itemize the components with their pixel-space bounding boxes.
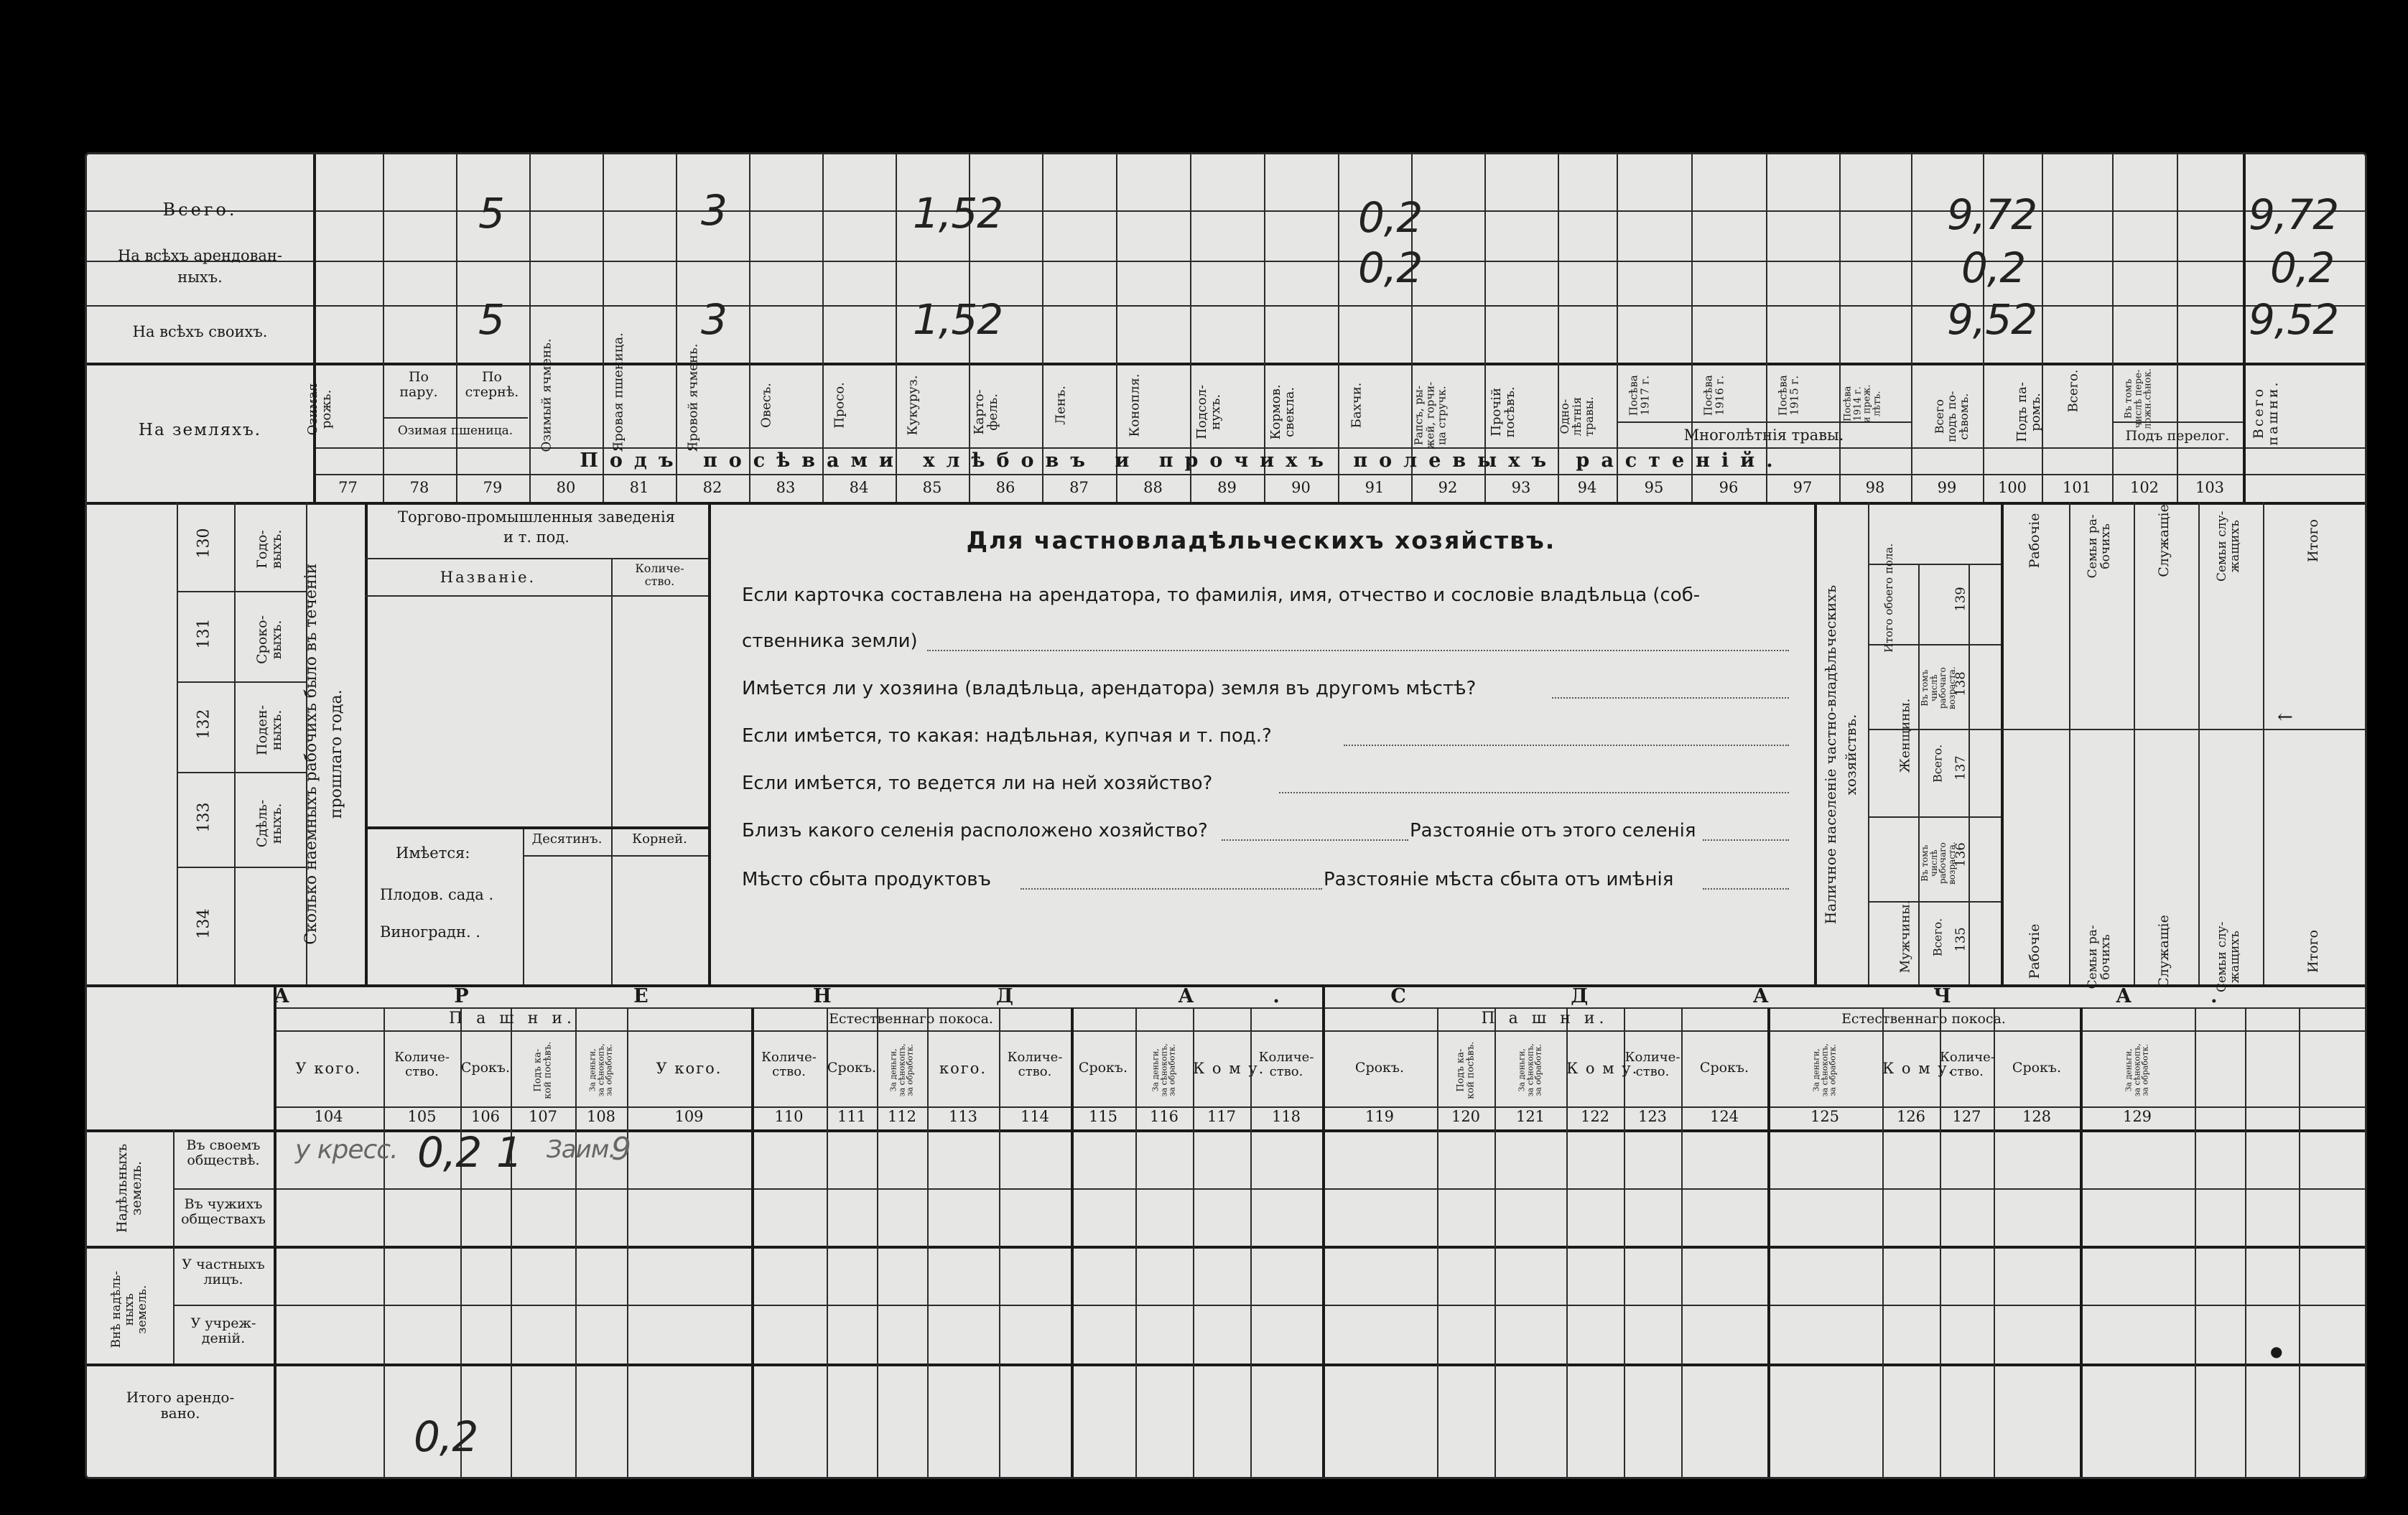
census-card <box>85 152 2367 1479</box>
answer-line[interactable] <box>1222 839 1408 841</box>
col-number: 106 <box>470 1108 501 1125</box>
col-line <box>2195 1007 2196 1477</box>
col-number: 86 <box>995 479 1015 496</box>
col-header-komu: К о м у. <box>1882 1060 1955 1077</box>
col-number: 128 <box>2022 1108 2052 1125</box>
col-header-kolvo: Количе- ство. <box>1007 1050 1063 1079</box>
row-line <box>523 855 708 857</box>
col-header-srok: Срокъ. <box>1354 1060 1405 1076</box>
hw-arenda-den: 9 <box>611 1131 631 1167</box>
col-number: 91 <box>1365 479 1385 496</box>
col-number: 85 <box>922 479 942 496</box>
row-line <box>177 772 306 773</box>
col-number: 82 <box>702 479 722 496</box>
private-q4: Если имѣется, то ведется ли на ней хозяйство? <box>742 773 1213 794</box>
hw-svoi-99: 9,52 <box>1947 295 2037 344</box>
col-number: 92 <box>1438 479 1458 496</box>
row-line <box>365 595 708 597</box>
col-line <box>575 1007 577 1477</box>
col-line <box>1193 1007 1194 1477</box>
col-line <box>1135 1007 1137 1477</box>
col-line <box>1494 1007 1496 1477</box>
pencil-mark: ← <box>2277 707 2293 728</box>
col-133-label: Сдѣль- ныхъ. <box>254 799 284 848</box>
col-number: 118 <box>1271 1108 1301 1125</box>
col-134: 134 <box>195 908 213 939</box>
crop-header-96: Посѣва 1916 г. <box>1701 375 1726 416</box>
hw-svoi-79: 5 <box>478 295 504 344</box>
col-line <box>611 558 613 984</box>
col-line <box>2001 502 2004 984</box>
crop-header-perelog: Подъ перелог. <box>2125 428 2230 444</box>
crop-header-77: Озимая рожь. <box>305 383 334 436</box>
col-number: 81 <box>629 479 649 496</box>
pop-itogo: Итого <box>2305 519 2322 562</box>
row-line <box>173 1305 2365 1306</box>
col-number: 105 <box>407 1108 437 1125</box>
hw-arenda-kolvo: 0,2 <box>417 1128 482 1177</box>
col-number: 94 <box>1577 479 1597 496</box>
col-number: 77 <box>338 479 358 496</box>
private-title: Для частновладѣльческихъ хозяйствъ. <box>966 526 1556 554</box>
private-q5b: Разстояніе отъ этого селенія <box>1410 820 1696 842</box>
col-131: 131 <box>195 618 213 649</box>
torg-title-2: и т. под. <box>503 528 570 546</box>
crop-header-98: Посѣва 1914 г. и преж. лѣтъ. <box>1842 384 1883 424</box>
col-number: 95 <box>1644 479 1664 496</box>
row-itogo-arendovano: Итого арендо- вано. <box>126 1389 235 1422</box>
col-number: 88 <box>1143 479 1163 496</box>
col-line <box>1968 564 1970 984</box>
pop-sluzhashchie-b: Служащіе <box>2156 915 2172 988</box>
row-label-arend-2: ныхъ. <box>177 269 223 286</box>
col-number: 79 <box>483 479 503 496</box>
hw-vsego-91: 0,2 <box>1358 193 1423 242</box>
col-line <box>2198 502 2200 984</box>
col-number: 113 <box>948 1108 978 1125</box>
arenda-title: А Р Е Н Д А. <box>274 985 1359 1007</box>
col-line <box>234 502 236 984</box>
col-number: 103 <box>2195 479 2225 496</box>
crop-header-ozim-pshen: Озимая пшеница. <box>397 424 513 438</box>
col-header-srok: Срокъ. <box>827 1060 877 1076</box>
answer-line[interactable] <box>1021 888 1322 890</box>
vne-nadelnyh: Внѣ надѣль- ныхъ земель. <box>109 1271 149 1348</box>
col-line <box>1868 502 1869 984</box>
col-130: 130 <box>195 528 213 559</box>
col-number: 121 <box>1515 1108 1545 1125</box>
row-line <box>365 826 708 829</box>
col-line <box>1767 1007 1770 1477</box>
col-number: 120 <box>1451 1108 1481 1125</box>
col-line <box>1882 1007 1884 1477</box>
col-number: 83 <box>776 479 796 496</box>
row-line <box>177 867 306 868</box>
col-line <box>827 1007 828 1477</box>
crop-header-93: Прочій посѣвъ. <box>1489 386 1517 438</box>
sdacha-pashni: П а ш н и. <box>1481 1010 1609 1027</box>
col-line <box>1322 984 1325 1477</box>
col-line <box>2112 154 2114 502</box>
col-line <box>511 1007 512 1477</box>
row-line <box>173 1188 2365 1190</box>
pop-137: 137 <box>1953 755 1968 780</box>
answer-line[interactable] <box>927 650 1789 651</box>
torg-title-1: Торгово-промышленныя заведенія <box>398 508 675 526</box>
col-number: 124 <box>1709 1108 1739 1125</box>
row-line <box>274 1030 2365 1032</box>
col-number: 108 <box>586 1108 616 1125</box>
col-number: 122 <box>1580 1108 1610 1125</box>
col-line <box>877 1007 878 1477</box>
crop-header-85: Кукуруз. <box>905 375 921 436</box>
pop-semi-sl-b: Семьи слу- жащихъ <box>2215 921 2242 993</box>
hw-svoi-103: 9,52 <box>2249 295 2339 344</box>
pop-semi-rab: Семьи ра- бочихъ <box>2086 514 2113 579</box>
col-line <box>1918 564 1920 984</box>
col-number: 80 <box>556 479 576 496</box>
col-line <box>2069 502 2070 984</box>
pop-muzhchiny: Мужчины. <box>1897 900 1913 974</box>
col-number: 125 <box>1810 1108 1840 1125</box>
col-header-srok: Срокъ. <box>1699 1060 1749 1076</box>
col-line <box>708 502 711 984</box>
col-header-za: За деньги, за сѣнокопъ, за обработк. <box>1517 1043 1543 1097</box>
row-u-uchrezhdeniy: У учреж- деній. <box>190 1315 256 1346</box>
crop-header-88: Конопля. <box>1127 373 1143 437</box>
sdacha-estestv: Естественнаго покоса. <box>1841 1011 2006 1027</box>
row-line <box>365 558 708 559</box>
row-line <box>177 591 306 592</box>
pop-136: 136 <box>1953 842 1968 867</box>
pop-vsego-137: Всего. <box>1930 744 1945 783</box>
col-number: 116 <box>1149 1108 1179 1125</box>
col-header-kogo: кого. <box>939 1060 987 1077</box>
col-header-ukogo: У кого. <box>656 1060 722 1077</box>
row-label-svoi: На всѣхъ своихъ. <box>132 323 268 340</box>
col-number: 100 <box>1997 479 2027 496</box>
hw-vsego-82: 3 <box>701 186 727 235</box>
col-line <box>1071 1007 1074 1477</box>
crop-header-82: Яровой ячмень. <box>685 343 701 452</box>
private-q1a: Если карточка составлена на арендатора, то фамилія, имя, отчество и сословіе владѣльца (соб- <box>742 584 1701 606</box>
col-number: 89 <box>1217 479 1237 496</box>
col-header-pod: Подъ ка- кой посѣвъ. <box>532 1041 553 1099</box>
col-number: 93 <box>1511 479 1531 496</box>
torg-korney: Корней. <box>632 831 687 847</box>
nadelnyh-zemel: Надѣльныхъ земель. <box>114 1143 144 1233</box>
col-131-label: Сроко- выхъ. <box>254 615 284 664</box>
pop-vsego-135: Всего. <box>1930 918 1945 957</box>
crop-header-78: По пару. <box>399 369 438 400</box>
pop-138: 138 <box>1953 671 1968 696</box>
col-line <box>1437 1007 1438 1477</box>
col-header-za: За деньги, за сѣнокопъ, за обработк. <box>888 1043 915 1097</box>
crop-header-84: Просо. <box>832 382 847 429</box>
col-line <box>2263 502 2264 984</box>
col-line <box>2299 1007 2300 1477</box>
col-header-komu: К о м у. <box>1193 1060 1265 1077</box>
col-line <box>2134 502 2135 984</box>
col-132-label: Поден- ныхъ. <box>254 704 284 755</box>
col-line <box>2177 154 2178 502</box>
row-label-vsego: Всего. <box>162 200 238 220</box>
col-header-srok: Срокъ. <box>1078 1060 1128 1076</box>
crop-header-103: Всего пашни. <box>2251 380 2281 446</box>
col-number: 90 <box>1291 479 1311 496</box>
col-number: 78 <box>409 479 429 496</box>
pop-rabochie-b: Рабочіе <box>2027 923 2043 979</box>
private-q6: Мѣсто сбыта продуктовъ <box>742 869 991 890</box>
row-line <box>177 681 306 683</box>
crop-header-102: Въ томъ числѣ пере- ложн.сѣнок. <box>2123 368 2154 429</box>
row-v-chuzhih: Въ чужихъ обществахъ <box>181 1196 266 1227</box>
row-line <box>87 502 2365 505</box>
private-q2: Имѣется ли у хозяина (владѣльца, арендатора) земля въ другомъ мѣстѣ? <box>742 678 1477 699</box>
sub-line <box>383 417 528 419</box>
col-line <box>523 826 524 984</box>
crop-header-95: Посѣва 1917 г. <box>1627 375 1651 416</box>
col-line <box>460 1007 462 1477</box>
col-number: 96 <box>1719 479 1739 496</box>
col-header-pod: Подъ ка- кой посѣвъ. <box>1455 1041 1476 1099</box>
hw-arenda-u-kogo: у кресс. <box>295 1135 398 1165</box>
hw-itogo-kolvo: 0,2 <box>414 1412 478 1461</box>
col-number: 99 <box>1937 479 1957 496</box>
hw-svoi-85: 1,52 <box>913 295 1003 344</box>
col-header-srok: Срокъ. <box>460 1060 511 1076</box>
pop-135: 135 <box>1953 927 1968 952</box>
private-q5: Близъ какого селенія расположено хозяйство? <box>742 820 1208 842</box>
private-q1b: ственника земли) <box>742 630 918 652</box>
col-number: 87 <box>1069 479 1089 496</box>
col-number: 119 <box>1365 1108 1395 1125</box>
sdacha-title: С Д А Ч А. <box>1390 985 2297 1007</box>
col-header-za: За деньги, за сѣнокопъ, за обработк. <box>587 1043 614 1097</box>
private-q6b: Разстояніе мѣста сбыта отъ имѣнія <box>1324 869 1674 890</box>
col-number: 109 <box>674 1108 704 1125</box>
crop-header-83: Овесъ. <box>758 383 774 428</box>
col-number: 126 <box>1896 1108 1926 1125</box>
row-line <box>2001 729 2365 730</box>
hw-svoi-82: 3 <box>701 295 727 344</box>
col-line <box>2245 1007 2246 1477</box>
crop-header-90: Кормов. свекла. <box>1268 384 1297 440</box>
pop-zhenshchiny: Женщины. <box>1897 698 1913 773</box>
crop-header-100: Подъ па- ромъ. <box>2014 382 2043 442</box>
answer-line[interactable] <box>1703 839 1789 841</box>
col-130-label: Годо- выхъ. <box>254 529 284 569</box>
sub-line <box>1617 421 1911 423</box>
col-header-kolvo: Количе- ство. <box>394 1050 450 1079</box>
col-number: 104 <box>314 1108 343 1125</box>
crop-header-97: Посѣва 1915 г. <box>1776 375 1800 416</box>
hw-vsego-99: 9,72 <box>1947 190 2037 239</box>
private-q3: Если имѣется, то какая: надѣльная, купчая и т. под.? <box>742 725 1272 747</box>
crop-header-79: По стернѣ. <box>465 369 519 400</box>
col-line <box>177 502 178 984</box>
col-133: 133 <box>195 802 213 833</box>
hw-arenda-pod: Заим. <box>547 1135 616 1164</box>
col-number: 114 <box>1020 1108 1050 1125</box>
col-line <box>1566 1007 1568 1477</box>
crop-header-91: Бахчи. <box>1349 382 1365 429</box>
answer-line[interactable] <box>1344 745 1789 746</box>
pop-sluzhashchie: Служащіе <box>2156 504 2172 577</box>
pop-vtomch-138: Въ томъ числѣ рабочаго возраста. <box>1919 666 1957 710</box>
col-number: 112 <box>887 1108 917 1125</box>
nalichnoe-naselenie: Наличное населеніе частно-владѣльческихъ хозяйствъ. <box>1822 584 1859 925</box>
crop-header-81: Яровая пшеница. <box>610 332 626 452</box>
crop-header-89: Подсол- нухъ. <box>1194 384 1223 439</box>
pop-itogo-b: Итого <box>2305 930 2322 973</box>
row-line <box>87 1246 2365 1249</box>
col-number: 111 <box>837 1108 867 1125</box>
hw-vsego-103: 9,72 <box>2249 190 2339 239</box>
crop-header-80: Озимый ячмень. <box>539 338 554 452</box>
col-number: 110 <box>774 1108 804 1125</box>
col-number: 127 <box>1952 1108 1981 1125</box>
col-number: 115 <box>1088 1108 1118 1125</box>
col-line <box>1994 1007 1995 1477</box>
col-header-za: За деньги, за сѣнокопъ, за обработк. <box>1811 1043 1838 1097</box>
col-line <box>627 1007 628 1477</box>
torg-vinograd: Виноградн. . <box>380 923 480 941</box>
col-number: 84 <box>849 479 869 496</box>
hw-vsego-79: 5 <box>478 189 504 238</box>
col-header-srok: Срокъ. <box>2012 1060 2062 1076</box>
row-u-chastnyh: У частныхъ лицъ. <box>182 1257 265 1287</box>
col-line <box>927 1007 929 1477</box>
sub-line <box>2112 421 2243 423</box>
arenda-pashni: П а ш н и. <box>448 1010 577 1027</box>
hw-arend-99: 0,2 <box>1961 243 2026 292</box>
col-line <box>2080 1007 2083 1477</box>
col-header-za: За деньги, за сѣнокопъ, за обработк. <box>2124 1043 2150 1097</box>
row-line <box>274 1007 2365 1009</box>
col-number: 129 <box>2122 1108 2152 1125</box>
col-header-za: За деньги, за сѣнокопъ, за обработк. <box>1150 1043 1177 1097</box>
answer-line[interactable] <box>1279 792 1789 793</box>
pop-semi-rab-b: Семьи ра- бочихъ <box>2086 925 2113 989</box>
col-number: 101 <box>2062 479 2092 496</box>
col-number: 102 <box>2129 479 2160 496</box>
col-line <box>1814 502 1817 984</box>
col-line <box>2243 154 2246 502</box>
col-header-komu: К о м у. <box>1566 1060 1639 1077</box>
crop-header-mnogolet: Многолѣтнія травы. <box>1683 426 1844 444</box>
row-line <box>87 1364 2365 1366</box>
hw-arend-91: 0,2 <box>1358 243 1423 292</box>
ink-dot: ● <box>2270 1343 2283 1360</box>
hw-arenda-srok: 1 <box>496 1128 522 1177</box>
crop-header-87: Ленъ. <box>1053 386 1069 425</box>
col-header-ukogo: У кого. <box>295 1060 362 1077</box>
crop-header-101: Всего. <box>2065 369 2081 413</box>
torg-plodov: Плодов. сада . <box>380 886 494 903</box>
pop-itogo-oboego: Итого обоего пола. <box>1882 543 1896 653</box>
col-line <box>274 984 276 1477</box>
col-header-kolvo: Количе- ство. <box>1258 1050 1314 1079</box>
skolko-naemnyh: Сколько наемныхъ рабочихъ было въ теченіи прошлаго года. <box>302 563 345 945</box>
col-number: 123 <box>1637 1108 1668 1125</box>
col-number: 97 <box>1793 479 1813 496</box>
col-header-kolvo: Количе- ство. <box>1624 1050 1681 1079</box>
torg-desyatin: Десятинъ. <box>531 831 603 847</box>
row-label-arend-1: На всѣхъ арендован- <box>117 247 283 264</box>
torg-kolvo: Количе- ство. <box>635 561 684 588</box>
row-v-svoem: Въ своемъ обществѣ. <box>186 1137 261 1168</box>
pop-vtomch-136: Въ томъ числѣ рабочаго возраста. <box>1919 842 1957 885</box>
hw-vsego-85: 1,52 <box>913 189 1003 238</box>
crop-header-92: Рапсъ, ры- жей, горчи- ца стручк. <box>1412 381 1448 449</box>
pop-139: 139 <box>1953 587 1968 612</box>
crop-header-99: Всего подъ по- сѣвомъ. <box>1932 391 1971 442</box>
torg-imeetsya: Имѣется: <box>396 844 470 862</box>
row-line <box>1868 816 2001 818</box>
arenda-estestv: Естественнаго покоса. <box>829 1011 993 1027</box>
col-line <box>1681 1007 1683 1477</box>
torg-nazvanie: Названіе. <box>440 569 536 586</box>
hw-arend-103: 0,2 <box>2270 243 2335 292</box>
col-header-kolvo: Количе- ство. <box>761 1050 817 1079</box>
answer-line[interactable] <box>1552 697 1789 699</box>
col-number: 117 <box>1207 1108 1237 1125</box>
answer-line[interactable] <box>1703 888 1789 890</box>
col-number: 98 <box>1865 479 1885 496</box>
col-number: 107 <box>528 1108 558 1125</box>
col-132: 132 <box>195 709 213 740</box>
pop-rabochie: Рабочіе <box>2027 513 2043 569</box>
col-header-kolvo: Количе- ство. <box>1940 1050 1995 1079</box>
header-pod-posevami: Подъ посѣвами хлѣбовъ и прочихъ полевыхъ растеній. <box>580 449 1785 472</box>
crop-header-86: Карто- фель. <box>972 389 1000 435</box>
pop-semi-sl: Семьи слу- жащихъ <box>2215 511 2242 582</box>
row-label-na-zemlyah: На земляхъ. <box>138 421 262 439</box>
crop-header-94: Одно- лѣтнія травы. <box>1557 396 1596 437</box>
